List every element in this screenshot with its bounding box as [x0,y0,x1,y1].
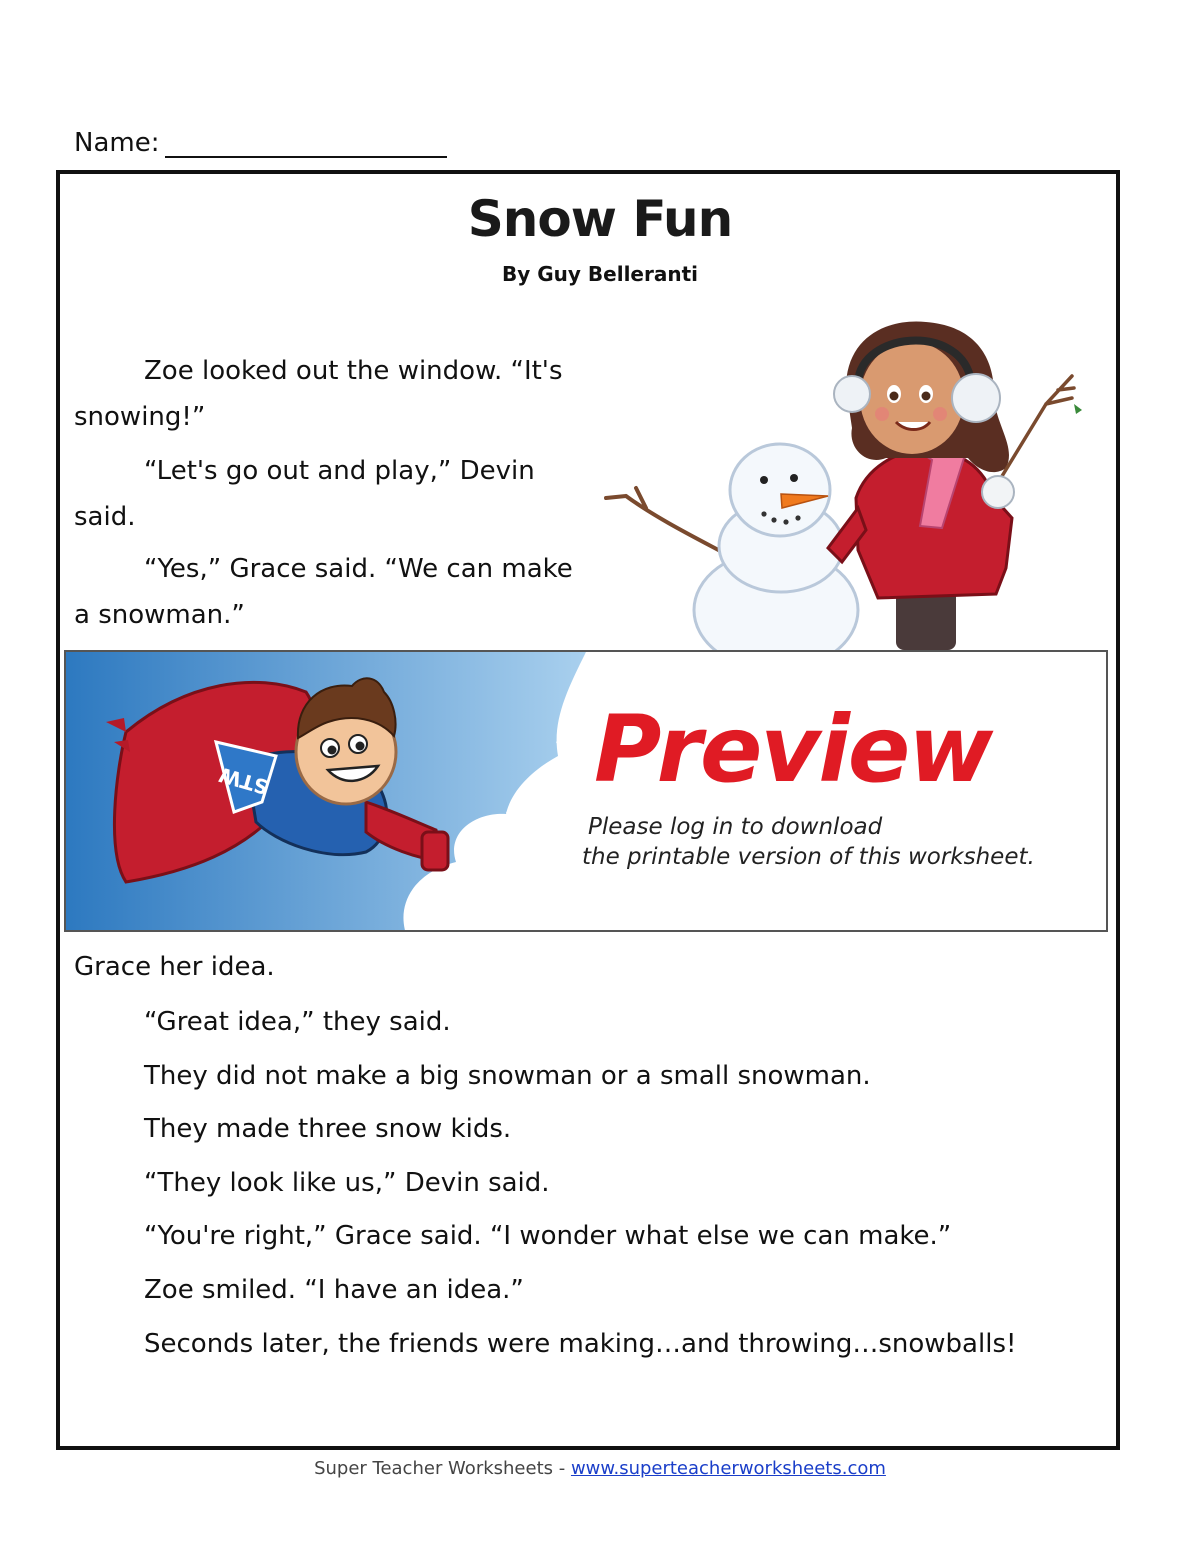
name-label: Name: [74,128,160,158]
snowman-head [730,444,830,536]
earmuff-left [834,376,870,412]
story-line: “Great idea,” they said. [144,1007,451,1037]
name-field[interactable] [74,128,447,158]
girl-face [860,342,964,454]
preview-banner[interactable] [64,650,1108,932]
story-title: Snow Fun [467,190,733,248]
story-line-grace: Grace her idea. [74,952,275,982]
snowman-girl-illustration [596,318,1096,652]
name-blank[interactable] [165,132,447,158]
preview-message [582,812,1035,872]
stick [996,376,1074,486]
preview-title: Preview [594,696,992,803]
story-line: They did not make a big snowman or a small snowman. [144,1060,871,1091]
preview-line-1: Please log in to download [588,814,883,840]
mitten [982,476,1014,508]
hero-badge-text: STW [216,762,272,800]
footer-text: Super Teacher Worksheets - [314,1458,571,1479]
story-line: They made three snow kids. [144,1114,512,1145]
story-line: Seconds later, the friends were making…and throwing…snowballs! [144,1328,1017,1359]
story-lower-lines [144,996,1104,1371]
story-paragraph-1: Zoe looked out the window. “It's snowing!” [74,356,563,432]
earmuff-right [952,374,1000,422]
story-line: Zoe smiled. “I have an idea.” [144,1274,524,1305]
hero-fist [422,832,448,870]
story-paragraph-3: “Yes,” Grace said. “We can make a snowman.” [74,554,573,630]
story-paragraph-2: “Let's go out and play,” Devin said. [74,456,535,532]
footer-link[interactable]: www.superteacherworksheets.com [570,1458,886,1479]
footer [0,1458,1200,1479]
preview-line-2: the printable version of this worksheet. [582,844,1035,870]
story-line: “They look like us,” Devin said. [144,1167,550,1198]
story-line: “You're right,” Grace said. “I wonder what else we can make.” [144,1221,952,1252]
story-byline: By Guy Belleranti [502,262,698,286]
snowman-arm-left [606,488,726,554]
